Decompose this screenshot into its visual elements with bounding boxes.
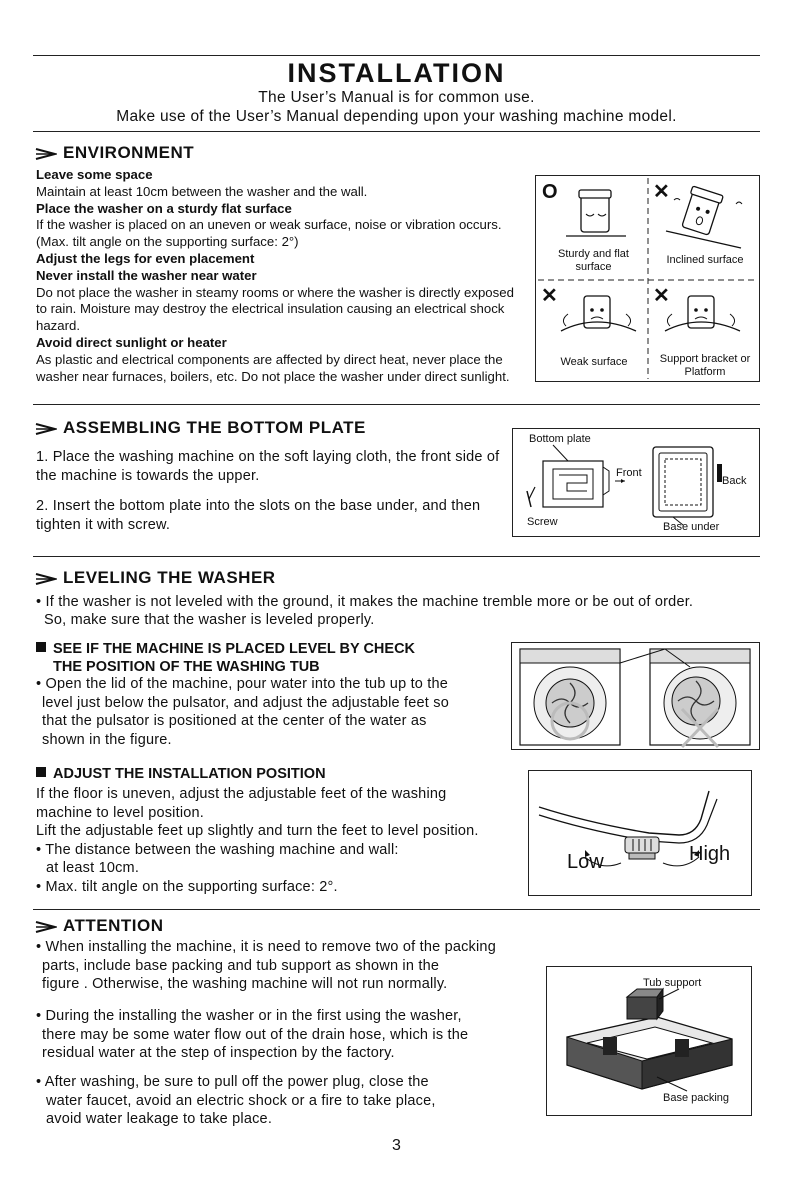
env-heading-2: Place the washer on a sturdy flat surface [36,200,292,216]
section-assembling-label: ASSEMBLING THE BOTTOM PLATE [63,418,366,437]
adjustable-feet-figure [528,770,752,896]
attention-line: • After washing, be sure to pull off the power plug, close the [36,1074,429,1090]
arrow-icon [35,572,57,586]
arrow-icon [35,422,57,436]
square-bullet-icon [36,642,46,652]
check-body-line: level just below the pulsator, and adjust the adjustable feet so [42,694,449,711]
section-leveling-label: LEVELING THE WASHER [63,568,276,587]
caption-sturdy-flat: Sturdy and flat surface [558,248,629,273]
env-body-5: As plastic and electrical components are affected by direct heat, never place the washer near furnaces, boilers, etc. Do not place the washer under direct sunlight. [36,351,510,384]
attention-para-3 [36,1073,546,1129]
label-screw: Screw [527,516,558,528]
section-leveling-title [35,568,276,588]
label-back: Back [722,475,747,487]
adjust-body-line: • The distance between the washing machine and wall: [36,841,399,858]
no-mark-icon: ✕ [653,181,670,203]
page-number: 3 [392,1137,401,1154]
environment-figure [535,175,760,382]
section-rule [33,909,760,910]
ok-mark-icon: O [542,181,558,203]
env-heading-3: Adjust the legs for even placement [36,250,255,266]
env-body-4: Do not place the washer in steamy rooms or where the washer is directly exposed to rain. Moisture may destroy the electrical insulation causing an electrical shock hazard. [36,284,514,334]
assembling-step-1: 1. Place the washing machine on the soft laying cloth, the front side of the machine is towards the upper. [36,449,500,484]
arrow-icon [35,920,57,934]
adjust-body-line: machine to level position. [36,804,205,821]
attention-para-1 [36,938,546,994]
washer-inclined-icon [680,186,723,236]
leveling-intro-1: • If the washer is not leveled with the ground, it makes the machine tremble more or be out of order. [36,594,694,610]
caption-support-bracket: Support bracket or Platform [659,353,751,378]
check-heading [36,640,415,676]
check-body [36,675,506,749]
subtitle-line-1: The User’s Manual is for common use. [258,89,535,106]
attention-line: water faucet, avoid an electric shock or a fire to take place, [46,1092,436,1109]
no-mark-icon: ✕ [653,285,670,307]
section-environment-label: ENVIRONMENT [63,143,195,162]
label-high: High [689,843,731,865]
label-base-packing: Base packing [663,1092,730,1104]
arrow-icon [35,147,57,161]
attention-line: there may be some water flow out of the drain hose, which is the [42,1026,469,1043]
attention-line: • When installing the machine, it is need to remove two of the packing [36,939,496,955]
caption-weak-surface: Weak surface [560,356,628,368]
section-environment-title [35,143,194,163]
section-assembling-title [35,418,366,438]
attention-line: • During the installing the washer or in the first using the washer, [36,1008,462,1024]
tub-position-figure [511,642,760,750]
subtitle-line-2: Make use of the User’s Manual depending upon your washing machine model. [116,108,677,125]
packing-figure [546,966,752,1116]
env-heading-4: Never install the washer near water [36,267,257,283]
section-rule [33,404,760,405]
header-rule [33,131,760,132]
bottom-plate-figure [512,428,760,537]
check-body-line: that the pulsator is positioned at the center of the water as [42,713,427,729]
environment-figure-art [536,176,759,381]
page-title: INSTALLATION [287,58,506,88]
check-heading-line-2: THE POSITION OF THE WASHING TUB [53,659,320,675]
attention-line: parts, include base packing and tub support as shown in the [42,957,440,974]
adjust-body-line: at least 10cm. [46,860,140,876]
label-base-under: Base under [663,521,720,533]
top-rule [33,55,760,56]
env-body-2: If the washer is placed on an uneven or weak surface, noise or vibration occurs. (Max. tilt angle on the supporting surface: 2°) [36,217,502,250]
env-heading-5: Avoid direct sunlight or heater [36,334,227,350]
adjust-body-line: • Max. tilt angle on the supporting surface: 2°. [36,878,338,895]
attention-para-2 [36,1007,546,1063]
tub-position-art [512,643,759,749]
leveling-intro-2: So, make sure that the washer is leveled properly. [44,612,375,628]
assembling-step-2: 2. Insert the bottom plate into the slots on the base under, and then tighten it with screw. [36,498,481,533]
adjustable-feet-art [529,771,751,895]
section-attention-label: ATTENTION [63,916,164,935]
attention-line: avoid water leakage to take place. [46,1111,273,1127]
attention-line: residual water at the step of inspection by the factory. [42,1045,395,1061]
label-bottom-plate: Bottom plate [529,433,591,445]
adjust-body [36,785,526,896]
adjust-heading [36,766,326,782]
attention-line: figure . Otherwise, the washing machine will not run normally. [42,976,448,992]
washer-bracket-icon [665,296,740,331]
env-body-1: Maintain at least 10cm between the washer and the wall. [36,183,368,199]
check-body-line: • Open the lid of the machine, pour water into the tub up to the [36,676,449,692]
caption-inclined: Inclined surface [666,254,744,266]
adjust-body-line: Lift the adjustable feet up slightly and turn the feet to level position. [36,823,479,839]
label-front: Front [616,467,642,479]
washer-upright-icon [566,190,626,236]
section-rule [33,556,760,557]
label-tub-support: Tub support [643,977,702,989]
environment-text [36,167,526,385]
square-bullet-icon [36,767,46,777]
adjust-body-line: If the floor is uneven, adjust the adjustable feet of the washing [36,786,447,802]
washer-weak-surface-icon [561,296,636,331]
adjust-heading-label: ADJUST THE INSTALLATION POSITION [53,766,326,782]
env-heading-1: Leave some space [36,167,153,182]
check-heading-line-1: SEE IF THE MACHINE IS PLACED LEVEL BY CHECK [53,641,416,657]
no-mark-icon: ✕ [541,285,558,307]
section-attention-title [35,916,164,936]
label-low: Low [567,851,604,873]
check-body-line: shown in the figure. [42,731,172,748]
